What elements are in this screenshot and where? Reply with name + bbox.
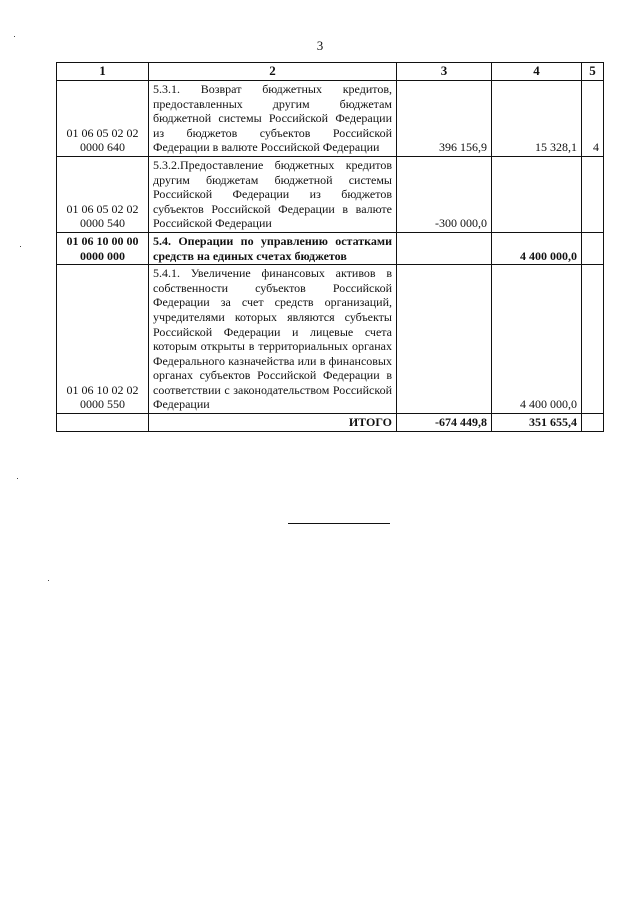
row-code: 01 06 05 02 02 0000 540 <box>57 156 149 232</box>
total-col4: 351 655,4 <box>492 414 582 432</box>
end-divider-line <box>288 523 390 524</box>
total-col3: -674 449,8 <box>397 414 492 432</box>
table-row <box>57 232 604 264</box>
total-label: ИТОГО <box>149 414 397 432</box>
scan-speck <box>17 478 18 479</box>
row-col3 <box>397 265 492 414</box>
total-row <box>57 414 604 432</box>
scan-speck <box>48 580 49 581</box>
budget-sources-table <box>56 62 604 432</box>
header-col-4: 4 <box>492 63 582 81</box>
row-col4: 4 400 000,0 <box>492 265 582 414</box>
total-empty-cell <box>57 414 149 432</box>
row-col5 <box>582 232 604 264</box>
scan-speck <box>14 36 15 37</box>
row-col4 <box>492 156 582 232</box>
table-row <box>57 265 604 414</box>
row-code: 01 06 10 00 00 0000 000 <box>57 232 149 264</box>
row-col3: 396 156,9 <box>397 81 492 157</box>
row-name: 5.4. Операции по управлению остатками средств на единых счетах бюджетов <box>149 232 397 264</box>
row-code: 01 06 10 02 02 0000 550 <box>57 265 149 414</box>
row-name: 5.3.1. Возврат бюджетных кредитов, предоставленных другим бюджетам бюджетной системы Российской Федерации из бюджетов субъектов Российской Федерации в валюте Российской Федерации <box>149 81 397 157</box>
row-col3 <box>397 232 492 264</box>
table-header-row <box>57 63 604 81</box>
header-col-1: 1 <box>57 63 149 81</box>
row-name: 5.3.2.Предоставление бюджетных кредитов другим бюджетам бюджетной системы Российской Федерации из бюджетов субъектов Российской Федерации в валюте Российской Федерации <box>149 156 397 232</box>
row-col5: 4 <box>582 81 604 157</box>
row-col5 <box>582 156 604 232</box>
table-row <box>57 156 604 232</box>
row-code: 01 06 05 02 02 0000 640 <box>57 81 149 157</box>
row-name: 5.4.1. Увеличение финансовых активов в собственности субъектов Российской Федерации за счет средств организаций, учредителями которых являются субъекты Российской Федерации и лицевые счета которым открыты в территориальных органах Федерального казначейства или в финансовых органах субъектов Российской Федерации в соответствии с законодательством Российской Федерации <box>149 265 397 414</box>
page-number: 3 <box>316 38 324 53</box>
scan-speck <box>20 246 21 247</box>
header-col-3: 3 <box>397 63 492 81</box>
row-col4: 15 328,1 <box>492 81 582 157</box>
header-col-5: 5 <box>582 63 604 81</box>
row-col5 <box>582 265 604 414</box>
row-col3: -300 000,0 <box>397 156 492 232</box>
row-col4: 4 400 000,0 <box>492 232 582 264</box>
header-col-2: 2 <box>149 63 397 81</box>
table-row <box>57 81 604 157</box>
total-col5 <box>582 414 604 432</box>
